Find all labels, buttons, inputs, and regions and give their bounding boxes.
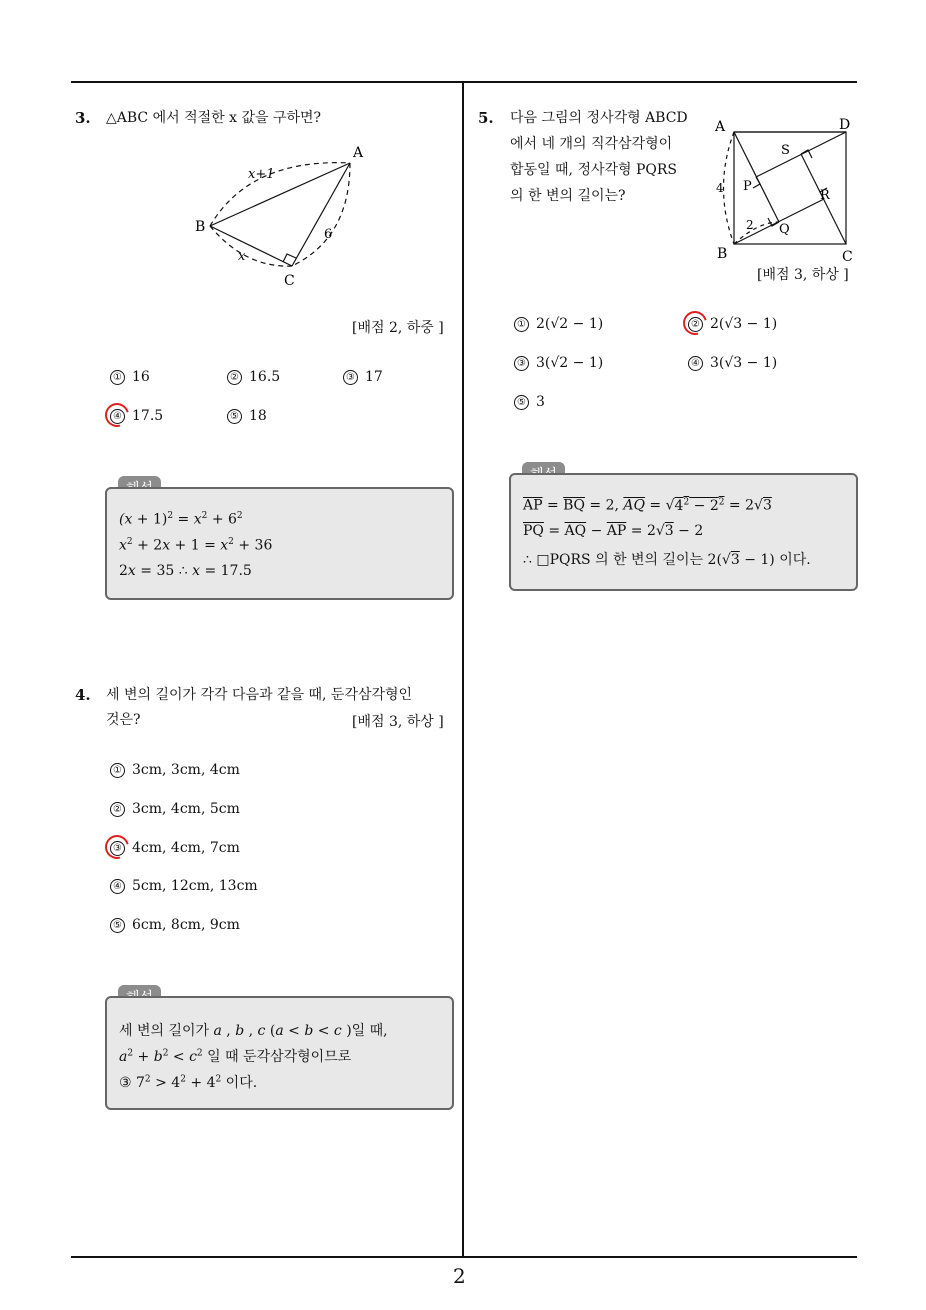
question-number: 5. (478, 109, 494, 127)
label-s: S (781, 143, 790, 158)
choice-3[interactable]: ③ 17 (343, 369, 383, 385)
choice-1[interactable]: ① 2(√2 − 1) (514, 316, 603, 332)
question-number: 3. (75, 109, 91, 127)
solution-box (105, 487, 454, 600)
page-number: 2 (453, 1264, 466, 1288)
solution-line: $a^2 + b^2 < c^2$ 일 때 둔각삼각형이므로 (119, 1048, 352, 1065)
choice-number: ③ (514, 356, 529, 371)
score-label: [배점 3, 하상 ] (352, 714, 444, 730)
choice-4[interactable]: ④ 17.5 (110, 408, 163, 424)
side-bc (210, 226, 292, 266)
choice-2[interactable]: ② 3cm, 4cm, 5cm (110, 801, 240, 817)
triangle-figure (190, 138, 380, 288)
question-text: △ABC 에서 적절한 x 값을 구하면? (106, 110, 322, 126)
choice-1[interactable]: ① 16 (110, 369, 150, 385)
side-ab (210, 163, 350, 226)
choice-3[interactable]: ③ 3(√2 − 1) (514, 355, 603, 371)
choice-number: ④ (110, 879, 125, 894)
choice-number: ① (514, 317, 529, 332)
right-angle-mark-p (753, 177, 760, 188)
label-d: D (839, 117, 851, 133)
top-rule (71, 81, 857, 83)
choice-number: ① (110, 763, 125, 778)
choice-number: ⑤ (227, 409, 242, 424)
choice-number: ② (688, 317, 703, 332)
question-text-2: 것은? (106, 712, 141, 728)
solution-line: $\overline{AP} = \overline{BQ} = 2$, $\overline{AQ} = √4^2 - 2^2 = 2√3$ (523, 497, 772, 514)
question-text-line-4: 의 한 변의 길이는? (510, 188, 626, 204)
question-text-line-1: 다음 그림의 정사각형 ABCD (510, 110, 688, 126)
choice-5[interactable]: ⑤ 18 (227, 408, 267, 424)
question-text-line-3: 합동일 때, 정사각형 PQRS (510, 162, 678, 178)
choice-3[interactable]: ③ 4cm, 4cm, 7cm (110, 840, 240, 856)
choice-2[interactable]: ② 2(√3 − 1) (688, 316, 777, 332)
choice-number: ④ (110, 409, 125, 424)
choice-number: ③ (343, 370, 358, 385)
label-four: 4 (716, 181, 724, 195)
square-figure (708, 112, 858, 267)
solution-line: 2x = 35 ∴ x = 17.5 (119, 563, 252, 579)
label-six: 6 (324, 227, 333, 242)
score-label: [배점 3, 하상 ] (757, 267, 849, 283)
choice-5[interactable]: ⑤ 3 (514, 394, 545, 410)
arc-ab (724, 132, 735, 244)
score-label: [배점 2, 하중 ] (352, 320, 444, 336)
choice-number: ② (227, 370, 242, 385)
label-a: A (715, 119, 726, 135)
label-b: B (717, 246, 728, 262)
label-two: 2 (746, 218, 754, 232)
label-q: Q (779, 222, 790, 237)
choice-4[interactable]: ④ 3(√3 − 1) (688, 355, 777, 371)
bottom-rule (71, 1256, 857, 1258)
column-divider (462, 81, 464, 1258)
choice-number: ② (110, 802, 125, 817)
side-ac (292, 163, 350, 266)
segment-dp (756, 132, 846, 177)
solution-box (509, 473, 858, 591)
label-p: P (743, 179, 752, 194)
solution-line: 세 변의 길이가 a , b , c (a < b < c )일 때, (119, 1023, 388, 1039)
choice-number: ⑤ (110, 918, 125, 933)
question-text-line-2: 에서 네 개의 직각삼각형이 (510, 136, 673, 152)
right-angle-mark (283, 254, 296, 262)
label-a: A (353, 145, 364, 161)
answer-mark-circle (101, 399, 134, 432)
label-r: R (820, 188, 830, 203)
solution-line: $x^2 + 2x + 1 = x^2 + 36$ (119, 537, 273, 554)
label-c: C (284, 273, 295, 288)
choice-1[interactable]: ① 3cm, 3cm, 4cm (110, 762, 240, 778)
choice-5[interactable]: ⑤ 6cm, 8cm, 9cm (110, 917, 240, 933)
solution-line: ∴ □PQRS 의 한 변의 길이는 2(√3 − 1) 이다. (523, 552, 811, 568)
label-hyp: x+1 (248, 167, 275, 182)
question-text: 세 변의 길이가 각각 다음과 같을 때, 둔각삼각형인 (106, 687, 413, 703)
label-b: B (195, 219, 206, 235)
answer-mark-circle (101, 831, 134, 864)
choice-number: ③ (110, 841, 125, 856)
answer-mark-circle (679, 307, 712, 340)
solution-line: $\overline{PQ} = \overline{AQ} - \overline{AP} = 2√3 - 2$ (523, 523, 704, 539)
choice-4[interactable]: ④ 5cm, 12cm, 13cm (110, 878, 258, 894)
question-number: 4. (75, 686, 91, 704)
choice-number: ① (110, 370, 125, 385)
choice-number: ⑤ (514, 395, 529, 410)
choice-number: ④ (688, 356, 703, 371)
solution-line: $(x + 1)^2 = x^2 + 6^2$ (119, 511, 243, 528)
label-c: C (842, 249, 853, 265)
solution-line: ③ $7^2 > 4^2 + 4^2$ 이다. (119, 1074, 258, 1091)
label-x: x (238, 249, 246, 264)
choice-2[interactable]: ② 16.5 (227, 369, 280, 385)
solution-box (105, 996, 454, 1110)
